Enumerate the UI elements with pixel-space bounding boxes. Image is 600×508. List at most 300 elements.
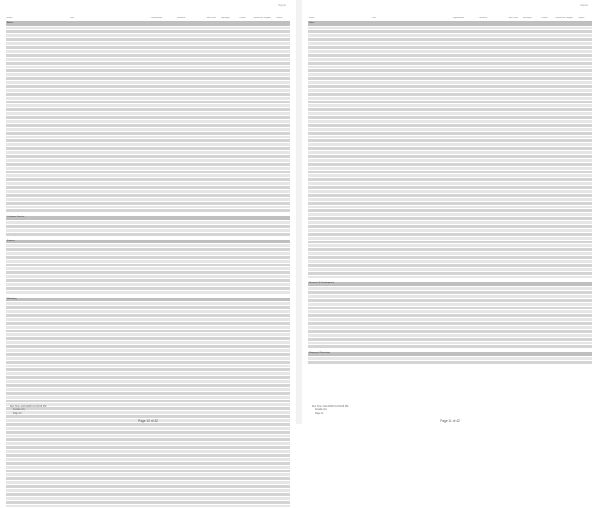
table-cell <box>478 66 508 69</box>
table-cell <box>220 77 238 80</box>
table-cell <box>206 206 220 209</box>
table-cell <box>263 73 275 76</box>
table-cell <box>6 66 69 69</box>
table-cell <box>541 143 555 146</box>
table-cell <box>206 392 220 395</box>
table-cell <box>69 341 150 344</box>
table-cell <box>555 66 565 69</box>
table-cell <box>239 314 253 317</box>
table-cell <box>69 489 150 492</box>
table-cell <box>276 54 290 57</box>
table-cell <box>176 264 206 267</box>
table-cell <box>206 470 220 473</box>
table-cell <box>176 438 206 441</box>
table-cell <box>239 505 253 508</box>
table-cell <box>6 81 69 84</box>
table-cell <box>239 310 253 313</box>
table-cell <box>522 112 540 115</box>
table-cell <box>578 268 592 271</box>
table-cell <box>253 171 263 174</box>
table-cell <box>150 54 176 57</box>
table-cell <box>478 120 508 123</box>
table-cell <box>69 155 150 158</box>
table-cell <box>263 89 275 92</box>
table-cell <box>150 400 176 403</box>
table-cell <box>150 376 176 379</box>
table-cell <box>276 322 290 325</box>
table-cell <box>263 435 275 438</box>
table-cell <box>6 306 69 309</box>
table-cell <box>239 136 253 139</box>
table-cell <box>578 194 592 197</box>
table-cell <box>206 147 220 150</box>
table-cell <box>6 271 69 274</box>
table-cell <box>150 271 176 274</box>
table-cell <box>555 147 565 150</box>
table-cell <box>150 30 176 33</box>
table-cell <box>276 174 290 177</box>
table-cell <box>239 400 253 403</box>
table-cell <box>578 361 592 364</box>
table-cell <box>522 198 540 201</box>
table-cell <box>253 435 263 438</box>
table-cell <box>555 276 565 279</box>
table-cell <box>6 252 69 255</box>
table-cell <box>263 182 275 185</box>
table-cell <box>263 178 275 181</box>
table-cell <box>206 341 220 344</box>
table-cell <box>150 66 176 69</box>
table-cell <box>276 178 290 181</box>
table-cell <box>508 345 522 348</box>
table-cell <box>206 485 220 488</box>
table-cell <box>150 260 176 263</box>
table-cell <box>508 34 522 37</box>
table-cell <box>578 198 592 201</box>
table-cell <box>371 85 452 88</box>
table-cell <box>522 54 540 57</box>
table-cell <box>522 229 540 232</box>
table-cell <box>150 256 176 259</box>
table-cell <box>578 73 592 76</box>
table-cell <box>6 353 69 356</box>
table-cell <box>206 438 220 441</box>
table-cell <box>276 132 290 135</box>
table-cell <box>541 128 555 131</box>
table-cell <box>220 93 238 96</box>
table-cell <box>276 438 290 441</box>
table-cell <box>220 275 238 278</box>
table-cell <box>253 275 263 278</box>
table-cell <box>578 202 592 205</box>
table-cell <box>176 427 206 430</box>
table-cell <box>220 372 238 375</box>
table-cell <box>371 124 452 127</box>
table-cell <box>69 62 150 65</box>
table-cell <box>478 186 508 189</box>
table-cell <box>452 101 478 104</box>
table-cell <box>176 368 206 371</box>
table-cell <box>308 136 371 139</box>
table-cell <box>6 349 69 352</box>
table-cell <box>6 497 69 500</box>
table-cell <box>206 120 220 123</box>
table-cell <box>541 77 555 80</box>
table-cell <box>308 124 371 127</box>
table-cell <box>276 108 290 111</box>
table-cell <box>276 372 290 375</box>
table-cell <box>6 318 69 321</box>
table-cell <box>263 349 275 352</box>
table-cell <box>150 27 176 30</box>
table-cell <box>541 252 555 255</box>
table-cell <box>69 450 150 453</box>
table-cell <box>253 466 263 469</box>
table-cell <box>253 392 263 395</box>
table-cell <box>239 101 253 104</box>
table-cell <box>308 206 371 209</box>
table-cell <box>478 206 508 209</box>
table-cell <box>239 283 253 286</box>
table-cell <box>452 310 478 313</box>
table-cell <box>565 307 577 310</box>
table-cell <box>276 291 290 294</box>
table-cell <box>239 209 253 212</box>
table-cell <box>555 244 565 247</box>
table-cell <box>239 233 253 236</box>
table-cell <box>206 326 220 329</box>
table-cell <box>150 34 176 37</box>
table-cell <box>220 427 238 430</box>
table-cell <box>220 46 238 49</box>
table-cell <box>176 287 206 290</box>
table-cell <box>276 392 290 395</box>
table-cell <box>308 213 371 216</box>
table-cell <box>522 81 540 84</box>
table-cell <box>565 81 577 84</box>
table-cell <box>220 248 238 251</box>
table-cell <box>206 233 220 236</box>
table-cell <box>263 415 275 418</box>
table-cell <box>69 139 150 142</box>
table-cell <box>452 190 478 193</box>
table-cell <box>6 267 69 270</box>
table-cell <box>263 229 275 232</box>
table-cell <box>276 202 290 205</box>
table-cell <box>206 151 220 154</box>
table-cell <box>206 77 220 80</box>
table-cell <box>541 345 555 348</box>
table-cell <box>578 77 592 80</box>
table-cell <box>508 357 522 360</box>
table-cell <box>69 318 150 321</box>
table-cell <box>371 97 452 100</box>
table-cell <box>276 252 290 255</box>
table-cell <box>565 116 577 119</box>
table-cell <box>578 322 592 325</box>
table-cell <box>69 225 150 228</box>
table-cell <box>206 384 220 387</box>
table-cell <box>478 260 508 263</box>
table-cell <box>452 256 478 259</box>
table-cell <box>308 30 371 33</box>
table-cell <box>578 299 592 302</box>
table-cell <box>276 384 290 387</box>
table-cell <box>69 46 150 49</box>
table-cell <box>220 38 238 41</box>
table-cell <box>578 116 592 119</box>
table-cell <box>508 264 522 267</box>
table-cell <box>263 116 275 119</box>
table-cell <box>555 38 565 41</box>
table-cell <box>69 264 150 267</box>
table-cell <box>263 167 275 170</box>
table-cell <box>150 442 176 445</box>
table-cell <box>522 101 540 104</box>
table-cell <box>263 396 275 399</box>
table-cell <box>565 190 577 193</box>
table-cell <box>239 361 253 364</box>
table-cell <box>276 380 290 383</box>
table-cell <box>452 132 478 135</box>
table-cell <box>69 466 150 469</box>
table-cell <box>69 267 150 270</box>
table-cell <box>276 454 290 457</box>
table-cell <box>478 38 508 41</box>
table-cell <box>541 326 555 329</box>
table-cell <box>276 314 290 317</box>
table-cell <box>206 415 220 418</box>
table-cell <box>253 85 263 88</box>
table-cell <box>452 143 478 146</box>
table-cell <box>565 229 577 232</box>
table-cell <box>308 252 371 255</box>
table-cell <box>522 338 540 341</box>
table-cell <box>478 342 508 345</box>
table-cell <box>555 322 565 325</box>
table-cell <box>276 27 290 30</box>
table-cell <box>206 62 220 65</box>
table-cell <box>220 136 238 139</box>
table-cell <box>150 306 176 309</box>
table-cell <box>308 209 371 212</box>
table-cell <box>522 73 540 76</box>
table-cell <box>69 442 150 445</box>
table-cell <box>276 376 290 379</box>
footer-note: Details only <box>315 409 327 412</box>
table-cell <box>253 372 263 375</box>
table-cell <box>220 116 238 119</box>
table-cell <box>253 97 263 100</box>
table-cell <box>478 307 508 310</box>
table-cell <box>541 334 555 337</box>
table-cell <box>508 108 522 111</box>
table-cell <box>555 330 565 333</box>
table-cell <box>69 380 150 383</box>
table-cell <box>276 97 290 100</box>
table-cell <box>206 260 220 263</box>
table-cell <box>239 128 253 131</box>
table-cell <box>253 30 263 33</box>
col-header: Phone <box>239 17 246 19</box>
table-cell <box>308 361 371 364</box>
table-cell <box>69 116 150 119</box>
table-cell <box>522 128 540 131</box>
table-cell <box>150 435 176 438</box>
table-cell <box>276 271 290 274</box>
table-cell <box>578 128 592 131</box>
table-cell <box>6 341 69 344</box>
table-cell <box>522 326 540 329</box>
table-cell <box>541 322 555 325</box>
table-cell <box>6 139 69 142</box>
table-cell <box>206 388 220 391</box>
table-cell <box>263 376 275 379</box>
table-cell <box>220 182 238 185</box>
table-cell <box>150 337 176 340</box>
table-cell <box>263 477 275 480</box>
table-cell <box>6 372 69 375</box>
table-cell <box>478 272 508 275</box>
table-cell <box>371 264 452 267</box>
table-cell <box>6 326 69 329</box>
table-cell <box>276 89 290 92</box>
table-cell <box>253 411 263 414</box>
table-cell <box>522 206 540 209</box>
group-header: Admin <box>6 22 290 27</box>
table-cell <box>176 182 206 185</box>
table-cell <box>555 120 565 123</box>
table-cell <box>220 333 238 336</box>
table-cell <box>220 314 238 317</box>
table-cell <box>565 241 577 244</box>
table-cell <box>220 159 238 162</box>
table-cell <box>541 194 555 197</box>
table-cell <box>239 62 253 65</box>
table-cell <box>508 260 522 263</box>
table-cell <box>176 454 206 457</box>
table-cell <box>452 334 478 337</box>
table-cell <box>176 147 206 150</box>
table-cell <box>6 256 69 259</box>
table-cell <box>276 337 290 340</box>
table-cell <box>176 501 206 504</box>
table-cell <box>308 357 371 360</box>
table-cell <box>220 186 238 189</box>
table-cell <box>253 194 263 197</box>
table-cell <box>371 221 452 224</box>
table-cell <box>220 271 238 274</box>
col-header: Department <box>452 17 465 19</box>
table-cell <box>371 128 452 131</box>
table-cell <box>6 124 69 127</box>
table-cell <box>253 62 263 65</box>
table-cell <box>69 470 150 473</box>
table-cell <box>371 58 452 61</box>
table-cell <box>239 423 253 426</box>
table-cell <box>578 30 592 33</box>
table-cell <box>508 85 522 88</box>
table-cell <box>6 365 69 368</box>
table-cell <box>308 318 371 321</box>
table-cell <box>452 93 478 96</box>
table-cell <box>478 81 508 84</box>
table-cell <box>508 97 522 100</box>
table-cell <box>239 58 253 61</box>
table-cell <box>253 124 263 127</box>
table-cell <box>565 174 577 177</box>
table-cell <box>69 81 150 84</box>
table-cell <box>253 206 263 209</box>
col-header: Hire Date <box>206 17 216 19</box>
table-cell <box>263 380 275 383</box>
table-cell <box>69 190 150 193</box>
table-cell <box>276 124 290 127</box>
table-cell <box>69 244 150 247</box>
table-cell <box>541 132 555 135</box>
table-cell <box>276 38 290 41</box>
table-cell <box>308 54 371 57</box>
table-cell <box>239 485 253 488</box>
table-cell <box>220 470 238 473</box>
table-cell <box>263 62 275 65</box>
table-cell <box>522 143 540 146</box>
table-cell <box>69 73 150 76</box>
table-cell <box>206 357 220 360</box>
table-cell <box>263 322 275 325</box>
table-cell <box>522 291 540 294</box>
table-cell <box>578 50 592 53</box>
table-cell <box>206 318 220 321</box>
table-cell <box>508 116 522 119</box>
table-cell <box>206 244 220 247</box>
table-cell <box>371 209 452 212</box>
table-cell <box>578 46 592 49</box>
table-cell <box>263 120 275 123</box>
table-cell <box>371 357 452 360</box>
table-cell <box>220 221 238 224</box>
table-cell <box>308 186 371 189</box>
table-cell <box>508 77 522 80</box>
table-cell <box>239 264 253 267</box>
table-cell <box>6 42 69 45</box>
table-cell <box>541 108 555 111</box>
table-cell <box>253 202 263 205</box>
table-cell <box>253 454 263 457</box>
table-cell <box>206 473 220 476</box>
table-cell <box>263 221 275 224</box>
table-cell <box>6 384 69 387</box>
table-cell <box>69 431 150 434</box>
table-cell <box>555 345 565 348</box>
table-cell <box>220 458 238 461</box>
table-cell <box>276 171 290 174</box>
table-cell <box>253 396 263 399</box>
table-cell <box>371 69 452 72</box>
table-cell <box>371 268 452 271</box>
col-header: Manager <box>221 17 230 19</box>
table-cell <box>452 50 478 53</box>
table-cell <box>69 438 150 441</box>
table-cell <box>206 155 220 158</box>
table-cell <box>263 326 275 329</box>
table-cell <box>578 81 592 84</box>
table-cell <box>555 104 565 107</box>
table-cell <box>69 124 150 127</box>
table-cell <box>176 206 206 209</box>
table-cell <box>253 302 263 305</box>
table-cell <box>253 481 263 484</box>
